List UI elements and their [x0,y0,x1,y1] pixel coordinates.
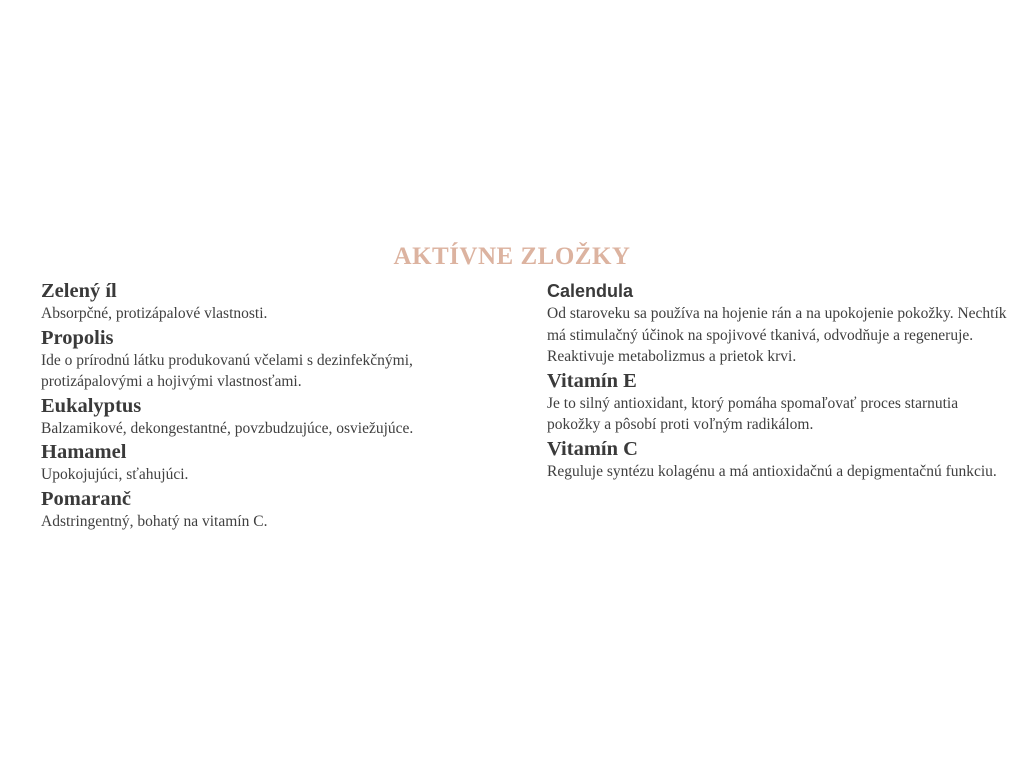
ingredient-name: Calendula [547,281,634,301]
ingredient-eukalyptus [41,394,501,440]
ingredient-name: Vitamín C [547,437,638,460]
ingredient-zeleny-il [41,279,501,325]
ingredient-description: Upokojujúci, sťahujúci. [41,466,189,483]
ingredient-pomaranc [41,487,501,533]
ingredient-description: Adstringentný, bohatý na vitamín C. [41,512,268,530]
ingredient-description: Je to silný antioxidant, ktorý pomáha spomaľovať proces starnutia pokožky a pôsobí proti voľným radikálom. [547,394,959,433]
ingredient-hamamel [41,440,501,486]
ingredient-name: Propolis [41,326,114,349]
ingredient-vitamin-e [547,369,1007,436]
ingredient-name: Vitamín E [547,369,637,392]
ingredients-left-column [41,279,501,533]
ingredient-calendula [547,279,1007,368]
ingredient-description: Reguluje syntézu kolagénu a má antioxidačnú a depigmentačnú funkciu. [547,462,997,480]
ingredient-name: Zelený íl [41,280,117,302]
ingredient-vitamin-c [547,437,1007,483]
ingredient-description: Balzamikové, dekongestantné, povzbudzujúce, osviežujúce. [41,419,414,437]
ingredient-name: Pomaranč [41,487,131,510]
ingredient-description: Absorpčné, protizápalové vlastnosti. [41,305,268,322]
ingredient-name: Hamamel [41,441,127,463]
ingredient-description: Ide o prírodnú látku produkovanú včelami s dezinfekčnými, protizápalovými a hojivými vlastnosťami. [41,351,413,390]
ingredient-description: Od staroveku sa používa na hojenie rán a na upokojenie pokožky. Nechtík má stimulačný účinok na spojivové tkanivá, odvodňuje a regeneruje. Reaktivuje metabolizmus a prietok krvi. [547,305,1007,365]
ingredient-propolis [41,326,501,393]
section-title: AKTÍVNE ZLOŽKY [393,243,631,270]
ingredient-name: Eukalyptus [41,394,142,417]
ingredients-right-column [547,279,1007,483]
